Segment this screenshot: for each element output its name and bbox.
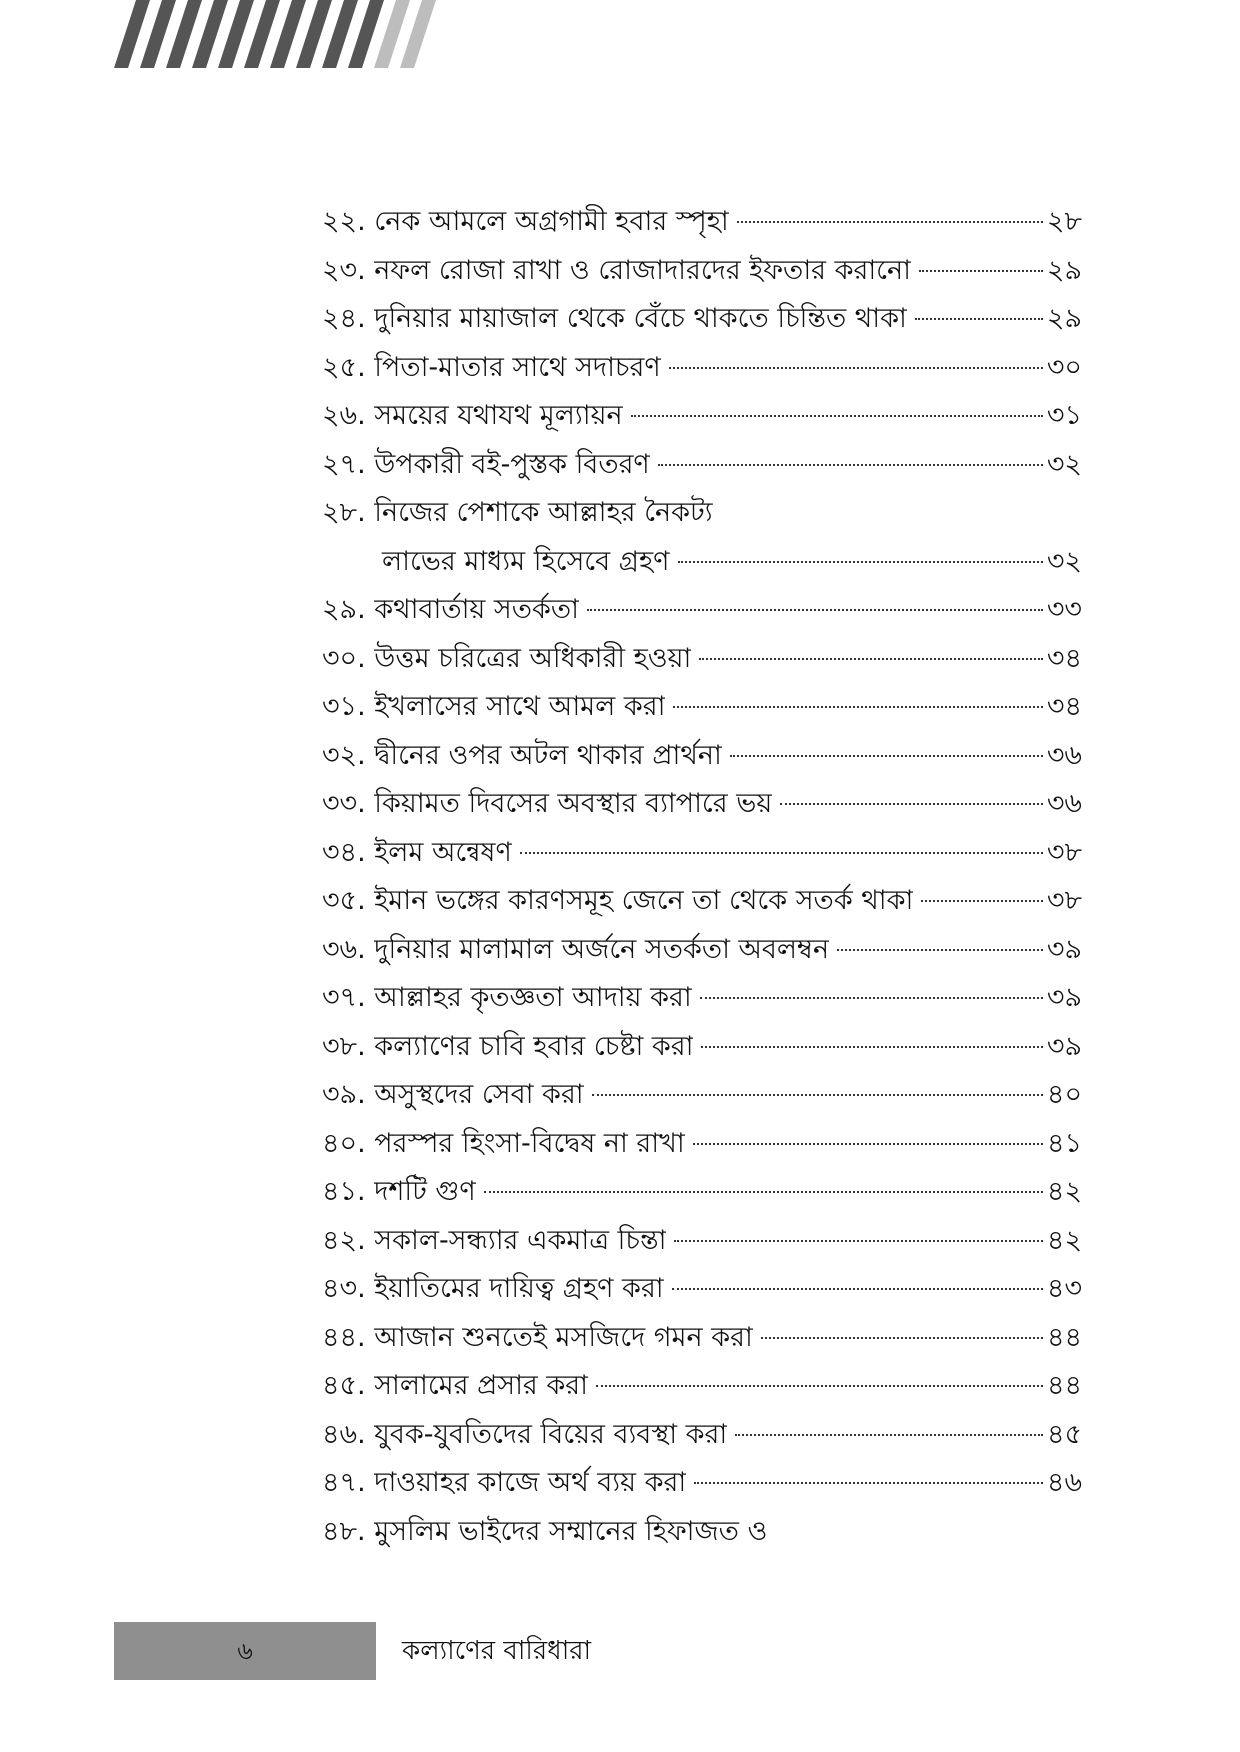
toc-entry-page: ৩৯ [1046, 933, 1082, 965]
toc-entry-number: ৪৩. [322, 1273, 366, 1304]
toc-dot-leader [761, 1337, 1043, 1339]
toc-entry [322, 198, 1082, 247]
toc-entry-title: আল্লাহর কৃতজ্ঞতা আদায় করা [374, 982, 692, 1013]
toc-entry-number: ২২. [322, 206, 366, 237]
toc-entry [322, 926, 1082, 975]
toc-dot-leader [915, 318, 1043, 320]
toc-entry-title: সময়ের যথাযথ মূল্যায়ন [374, 400, 623, 431]
toc-entry [322, 1023, 1082, 1072]
footer-page-bar [114, 1622, 376, 1680]
toc-entry-title: আজান শুনতেই মসজিদে গমন করা [374, 1321, 753, 1353]
toc-dot-leader [701, 1046, 1042, 1048]
toc-entry-number: ৪৮. [322, 1515, 366, 1547]
toc-entry-number: ৪৬. [322, 1418, 366, 1450]
toc-dot-leader [837, 949, 1043, 951]
toc-entry-title: ইলম অন্বেষণ [374, 836, 512, 868]
toc-entry-page: ৩৯ [1046, 1030, 1082, 1062]
toc-entry [322, 586, 1082, 635]
toc-entry [322, 441, 1082, 490]
toc-dot-leader [678, 561, 1043, 563]
toc-entry-number: ৪১. [322, 1176, 366, 1207]
toc-dot-leader [700, 997, 1043, 999]
toc-entry-page: ৩৮ [1046, 836, 1082, 868]
toc-dot-leader [484, 1191, 1043, 1193]
toc-dot-leader [587, 609, 1043, 611]
toc-entry-number: ৩৮. [322, 1030, 366, 1062]
toc-entry-title: উত্তম চরিত্রের অধিকারী হওয়া [374, 642, 692, 674]
toc-entry [322, 635, 1082, 684]
toc-entry-number: ৪৫. [322, 1370, 366, 1401]
toc-entry-page: ৪৩ [1046, 1273, 1082, 1304]
toc-entry-page: ৩৬ [1046, 788, 1082, 819]
toc-entry-page: ৪২ [1046, 1176, 1082, 1207]
toc-dot-leader [674, 1240, 1043, 1242]
toc-entry-number: ২৯. [322, 594, 366, 625]
toc-entry-number: ৩৬. [322, 933, 366, 965]
toc-entry [322, 247, 1082, 296]
footer-page-number: ৬ [237, 1637, 253, 1665]
toc-dot-leader [780, 803, 1043, 805]
toc-entry-page: ৩২ [1046, 545, 1082, 577]
toc-entry [322, 1120, 1082, 1169]
toc-entry [322, 1459, 1082, 1508]
toc-dot-leader [673, 706, 1042, 708]
table-of-contents [322, 198, 1082, 1556]
toc-entry [322, 974, 1082, 1023]
toc-entry [322, 780, 1082, 829]
toc-entry-page: ৩৩ [1046, 594, 1082, 625]
toc-entry-number: ৪০. [322, 1127, 366, 1159]
toc-entry-page: ২৮ [1046, 206, 1082, 237]
toc-entry-page: ৪১ [1046, 1127, 1082, 1159]
toc-dot-leader [631, 415, 1043, 417]
toc-entry-title: সালামের প্রসার করা [374, 1370, 588, 1401]
toc-entry-title: পিতা-মাতার সাথে সদাচরণ [374, 351, 661, 383]
footer-book-title: কল্যাণের বারিধারা [402, 1636, 592, 1666]
toc-dot-leader [672, 1288, 1043, 1290]
toc-entry-number: ৩৩. [322, 788, 366, 819]
toc-entry-title: নেক আমলে অগ্রগামী হবার স্পৃহা [374, 206, 729, 237]
toc-entry-number: ২৬. [322, 400, 366, 431]
toc-dot-leader [596, 1385, 1043, 1387]
toc-entry-title: মুসলিম ভাইদের সম্মানের হিফাজত ও [374, 1515, 768, 1547]
toc-entry-number: ৪৪. [322, 1321, 366, 1353]
toc-dot-leader [658, 464, 1043, 466]
toc-dot-leader [693, 1143, 1043, 1145]
toc-entry-number: ৩৯. [322, 1079, 366, 1110]
toc-dot-leader [921, 900, 1043, 902]
toc-entry-title: ইখলাসের সাথে আমল করা [374, 691, 666, 722]
toc-entry-number: ৩০. [322, 642, 366, 674]
toc-entry [322, 732, 1082, 781]
toc-entry [322, 1168, 1082, 1217]
toc-dot-leader [694, 1482, 1043, 1484]
toc-dot-leader [735, 1434, 1043, 1436]
toc-entry-title: দুনিয়ার মালামাল অর্জনে সতর্কতা অবলম্বন [374, 933, 830, 965]
toc-entry [322, 877, 1082, 926]
toc-entry-page: ২৯ [1046, 254, 1082, 286]
toc-entry-title: দশটি গুণ [374, 1176, 476, 1207]
toc-entry-page: ২৯ [1046, 303, 1082, 334]
toc-entry [322, 392, 1082, 441]
toc-entry [322, 829, 1082, 878]
toc-entry-title: কিয়ামত দিবসের অবস্থার ব্যাপারে ভয় [374, 788, 773, 819]
toc-entry-page: ৪৪ [1046, 1370, 1082, 1401]
toc-entry-number: ৩৫. [322, 885, 366, 916]
toc-entry-title: নফল রোজা রাখা ও রোজাদারদের ইফতার করানো [374, 254, 911, 286]
toc-entry [322, 538, 1082, 587]
toc-entry-title: দ্বীনের ওপর অটল থাকার প্রার্থনা [374, 739, 722, 771]
toc-entry-page: ৩২ [1046, 448, 1082, 480]
toc-entry [322, 683, 1082, 732]
toc-entry-page: ৩৮ [1046, 885, 1082, 916]
toc-entry-title: সকাল-সন্ধ্যার একমাত্র চিন্তা [374, 1224, 667, 1256]
toc-entry [322, 1071, 1082, 1120]
toc-entry-number: ৩৭. [322, 982, 366, 1013]
toc-entry [322, 489, 1082, 538]
toc-entry-title: দাওয়াহর কাজে অর্থ ব্যয় করা [374, 1467, 687, 1498]
toc-entry-number: ২৪. [322, 303, 366, 334]
toc-entry-number: ৪৭. [322, 1467, 366, 1498]
toc-entry-title: পরস্পর হিংসা-বিদ্বেষ না রাখা [374, 1127, 685, 1159]
toc-entry-title: যুবক-যুবতিদের বিয়ের ব্যবস্থা করা [374, 1418, 728, 1450]
toc-entry-title: দুনিয়ার মায়াজাল থেকে বেঁচে থাকতে চিন্তিত থাকা [374, 303, 907, 334]
toc-entry [322, 295, 1082, 344]
toc-entry-title: ইমান ভঙ্গের কারণসমূহ জেনে তা থেকে সতর্ক থাকা [374, 885, 914, 916]
toc-entry-number: ৩১. [322, 691, 366, 722]
toc-entry [322, 1265, 1082, 1314]
toc-entry-number: ২৮. [322, 497, 366, 528]
toc-entry [322, 1314, 1082, 1363]
toc-entry-title: লাভের মাধ্যম হিসেবে গ্রহণ [382, 545, 670, 577]
toc-entry-title: ইয়াতিমের দায়িত্ব গ্রহণ করা [374, 1273, 664, 1304]
toc-entry [322, 1217, 1082, 1266]
toc-entry-page: ৪২ [1046, 1224, 1082, 1256]
toc-entry-page: ৩৬ [1046, 739, 1082, 771]
toc-entry-title: নিজের পেশাকে আল্লাহর নৈকট্য [374, 497, 713, 528]
toc-entry-page: ৪৫ [1046, 1418, 1082, 1450]
toc-entry-number: ৩২. [322, 739, 366, 771]
toc-dot-leader [919, 270, 1043, 272]
toc-entry-number: ২৫. [322, 351, 366, 383]
toc-entry [322, 344, 1082, 393]
toc-entry-page: ৩৪ [1046, 691, 1082, 722]
toc-entry-page: ৩৯ [1046, 982, 1082, 1013]
decorative-stripes [114, 0, 444, 72]
toc-dot-leader [669, 367, 1043, 369]
toc-entry [322, 1508, 1082, 1557]
toc-entry-page: ৩০ [1046, 351, 1082, 383]
toc-entry-page: ৩৪ [1046, 642, 1082, 674]
toc-entry-title: কল্যাণের চাবি হবার চেষ্টা করা [374, 1030, 694, 1062]
toc-entry-title: অসুস্থদের সেবা করা [374, 1079, 584, 1110]
toc-entry-page: ৩১ [1046, 400, 1082, 431]
toc-entry-page: ৪৪ [1046, 1321, 1082, 1353]
toc-dot-leader [737, 221, 1043, 223]
toc-dot-leader [730, 755, 1043, 757]
toc-entry-number: ৪২. [322, 1224, 366, 1256]
toc-entry-page: ৪৬ [1046, 1467, 1082, 1498]
toc-entry-number: ২৭. [322, 448, 366, 480]
toc-entry-title: উপকারী বই-পুস্তক বিতরণ [374, 448, 650, 480]
toc-entry-number: ২৩. [322, 254, 366, 286]
toc-entry-page: ৪০ [1046, 1079, 1082, 1110]
toc-dot-leader [520, 852, 1043, 854]
toc-entry-number: ৩৪. [322, 836, 366, 868]
toc-dot-leader [699, 658, 1043, 660]
toc-dot-leader [592, 1094, 1043, 1096]
toc-entry-title: কথাবার্তায় সতর্কতা [374, 594, 579, 625]
toc-entry [322, 1362, 1082, 1411]
toc-entry [322, 1411, 1082, 1460]
